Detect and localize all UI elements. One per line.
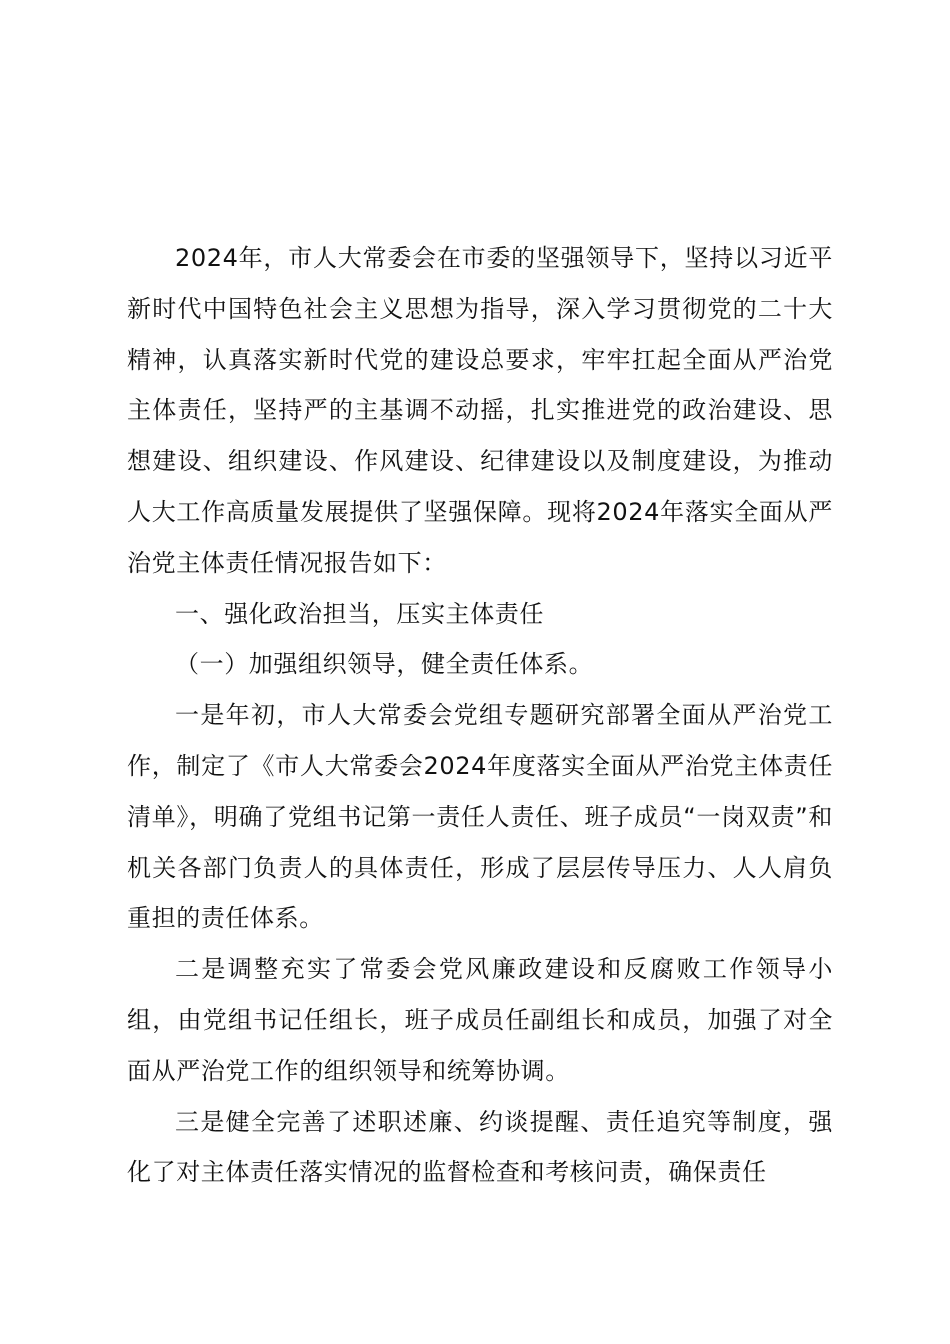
document-body bbox=[127, 233, 833, 1198]
body-paragraph-2: 二是调整充实了常委会党风廉政建设和反腐败工作领导小组，由党组书记任组长，班子成员任副组长和成员，加强了对全面从严治党工作的组织领导和统筹协调。 bbox=[127, 955, 833, 1085]
intro-paragraph: 2024年，市人大常委会在市委的坚强领导下，坚持以习近平新时代中国特色社会主义思想为指导，深入学习贯彻党的二十大精神，认真落实新时代党的建设总要求，牢牢扛起全面从严治党主体责任，坚持严的主基调不动摇，扎实推进党的政治建设、思想建设、组织建设、作风建设、纪律建设以及制度建设，为推动人大工作高质量发展提供了坚强保障。现将2024年落实全面从严治党主体责任情况报告如下： bbox=[127, 244, 833, 577]
subsection-heading: （一）加强组织领导，健全责任体系。 bbox=[175, 650, 594, 679]
section-heading: 一、强化政治担当，压实主体责任 bbox=[175, 599, 544, 628]
body-paragraph-1: 一是年初，市人大常委会党组专题研究部署全面从严治党工作，制定了《市人大常委会2024年度落实全面从严治党主体责任清单》，明确了党组书记第一责任人责任、班子成员“一岗双责”和机关各部门负责人的具体责任，形成了层层传导压力、人人肩负重担的责任体系。 bbox=[127, 701, 833, 933]
body-paragraph-3: 三是健全完善了述职述廉、约谈提醒、责任追究等制度，强化了对主体责任落实情况的监督检查和考核问责，确保责任 bbox=[127, 1107, 833, 1187]
